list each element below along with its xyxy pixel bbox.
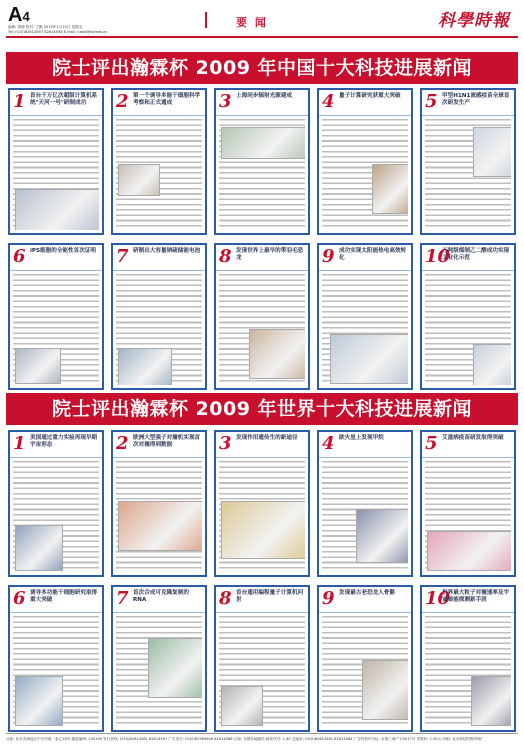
article-text-block: [116, 461, 202, 572]
rank-number: 4: [322, 433, 335, 454]
news-headline: 首台通用编程量子计算机问世: [236, 590, 304, 604]
world-news-card: [317, 585, 413, 732]
article-text-block: [13, 461, 99, 572]
article-text-block: [13, 119, 99, 230]
rank-number: 8: [219, 588, 232, 609]
article-text-block: [116, 274, 202, 385]
news-headline: iPS细胞的全能性首次证明: [30, 248, 96, 254]
card-header: [216, 587, 308, 613]
news-headline: 欧火星上发现甲烷: [339, 435, 384, 441]
article-text-block: [219, 461, 305, 572]
rank-number: 6: [13, 246, 26, 267]
top-rule: [6, 36, 518, 38]
rank-number: 10: [425, 588, 451, 609]
rank-number: 2: [116, 433, 129, 454]
china-news-card: [8, 88, 104, 235]
card-header: [10, 90, 102, 116]
news-photo: [221, 686, 263, 726]
card-header: [10, 432, 102, 458]
article-text-block: [219, 274, 305, 385]
news-headline: 甲型H1N1流感疫苗全球首次研发生产: [442, 93, 510, 107]
world-news-card: [8, 430, 104, 577]
china-news-card: [420, 88, 516, 235]
news-headline: 欧洲大型强子对撞机实现首次对撞得到数据: [133, 435, 201, 449]
world-news-card: [420, 585, 516, 732]
card-header: [10, 587, 102, 613]
rank-number: 7: [116, 246, 129, 267]
card-header: [216, 90, 308, 116]
china-news-card: [111, 88, 207, 235]
article-text-block: [425, 119, 511, 230]
card-header: [113, 245, 205, 271]
rank-number: 5: [425, 91, 438, 112]
article-text-block: [322, 616, 408, 727]
article-text-block: [322, 274, 408, 385]
card-header: [113, 587, 205, 613]
card-header: [422, 587, 514, 613]
card-header: [422, 432, 514, 458]
card-header: [113, 90, 205, 116]
news-headline: 成功实现太阳能热电高效转化: [339, 248, 407, 262]
card-header: [319, 432, 411, 458]
china-news-card: [317, 88, 413, 235]
world-news-card: [317, 430, 413, 577]
china-news-card: [8, 243, 104, 390]
rank-number: 9: [322, 588, 335, 609]
china-news-grid: [8, 88, 516, 390]
news-photo: [15, 676, 63, 726]
news-photo: [471, 676, 511, 726]
news-headline: 发现最古老恐龙人骨骼: [339, 590, 395, 596]
news-headline: 首台千万亿次超级计算机系统"天河一号"研制成功: [30, 93, 98, 107]
rank-number: 1: [13, 91, 26, 112]
news-headline: 发现作用遗传生的新途径: [236, 435, 298, 441]
rank-number: 3: [219, 91, 232, 112]
article-text-block: [116, 616, 202, 727]
page-letter: A: [8, 4, 23, 26]
editor-info: [8, 25, 107, 35]
article-text-block: [322, 461, 408, 572]
article-text-block: [219, 616, 305, 727]
news-photo: [372, 164, 408, 214]
news-photo: [362, 660, 408, 720]
news-photo: [473, 127, 511, 177]
card-header: [319, 587, 411, 613]
world-news-card: [420, 430, 516, 577]
news-photo: [15, 189, 99, 230]
card-header: [319, 90, 411, 116]
newspaper-logo: 科學時報: [438, 11, 510, 31]
rank-number: 1: [13, 433, 26, 454]
card-header: [216, 245, 308, 271]
card-header: [422, 245, 514, 271]
page-number-digit: 4: [22, 9, 30, 24]
news-headline: 万吨级煤制乙二醇成功实现工业化示范: [442, 248, 510, 262]
world-news-card: [214, 430, 310, 577]
news-headline: 艾滋病疫苗研发取得突破: [442, 435, 504, 441]
rank-number: 9: [322, 246, 335, 267]
news-headline: 第一个诱导多能干细胞科学考察和正式通成: [133, 93, 201, 107]
news-photo: [15, 348, 61, 384]
news-photo: [356, 509, 408, 563]
news-headline: 美国通过重力实验再现早期宇宙形态: [30, 435, 98, 449]
news-photo: [15, 525, 63, 571]
china-news-card: [420, 243, 516, 390]
footer: 社址: 北京市海淀区中关村南一条乙16号 邮政编码: 100190 发行热线: (010)82614581 82614597 广告发行: (010)62580646 82614588 订阅: 全国各地邮局 邮发代号: 1-82 总编室: (010)82614582 82614584 广告经营许可证: 京海工商广字0017号 零售价: 1.00元 印刷: 北京科技时报印刷厂: [6, 733, 518, 743]
news-headline: 世界最大粒子对撞速率及宇宙暗能探测新手段: [442, 590, 510, 604]
news-photo: [118, 348, 172, 385]
banner-world: 院士评出瀚霖杯 2009 年世界十大科技进展新闻: [6, 393, 518, 425]
article-text-block: [425, 616, 511, 727]
news-photo: [427, 531, 511, 571]
article-text-block: [13, 616, 99, 727]
world-news-card: [111, 430, 207, 577]
news-headline: 发现世界上最早的带羽毛恐龙: [236, 248, 304, 262]
news-photo: [221, 127, 305, 159]
rank-number: 8: [219, 246, 232, 267]
article-text-block: [13, 274, 99, 385]
news-photo: [118, 164, 160, 196]
news-photo: [221, 501, 305, 559]
banner-china: 院士评出瀚霖杯 2009 年中国十大科技进展新闻: [6, 52, 518, 84]
article-text-block: [425, 274, 511, 385]
world-news-card: [214, 585, 310, 732]
section-title: 要 闻: [236, 16, 268, 29]
world-news-card: [8, 585, 104, 732]
china-news-card: [214, 243, 310, 390]
rank-number: 2: [116, 91, 129, 112]
news-photo: [473, 344, 511, 385]
article-text-block: [219, 119, 305, 230]
card-header: [113, 432, 205, 458]
masthead: [0, 0, 524, 40]
news-headline: 首次合成可克隆复制的RNA: [133, 590, 189, 604]
page-number: [8, 4, 30, 27]
card-header: [216, 432, 308, 458]
news-photo: [249, 329, 305, 379]
contact-line: Tel: (010)82614597 82614598 E-mail: news@stimes.cn: [8, 30, 108, 34]
news-headline: 研制出大容量钠硫储能电池: [133, 248, 201, 254]
news-photo: [330, 334, 408, 384]
article-text-block: [322, 119, 408, 230]
china-news-card: [214, 88, 310, 235]
article-text-block: [425, 461, 511, 572]
rank-number: 4: [322, 91, 335, 112]
world-news-card: [111, 585, 207, 732]
card-header: [319, 245, 411, 271]
rank-number: 3: [219, 433, 232, 454]
rank-number: 6: [13, 588, 26, 609]
news-headline: 上海同步辐射光源建成: [236, 93, 292, 99]
article-text-block: [116, 119, 202, 230]
editor-line: 编辑: 胡俊 校对: 王勤 2010年1月22日 星期五: [8, 25, 83, 29]
china-news-card: [317, 243, 413, 390]
news-photo: [148, 638, 202, 698]
card-header: [422, 90, 514, 116]
rank-number: 7: [116, 588, 129, 609]
rank-number: 5: [425, 433, 438, 454]
news-headline: 量子计算研究获重大突破: [339, 93, 401, 99]
rank-number: 10: [425, 246, 451, 267]
card-header: [10, 245, 102, 271]
news-photo: [118, 501, 202, 551]
news-headline: 诱导多功能干细胞研究取得重大突破: [30, 590, 98, 604]
china-news-card: [111, 243, 207, 390]
world-news-grid: [8, 430, 516, 732]
